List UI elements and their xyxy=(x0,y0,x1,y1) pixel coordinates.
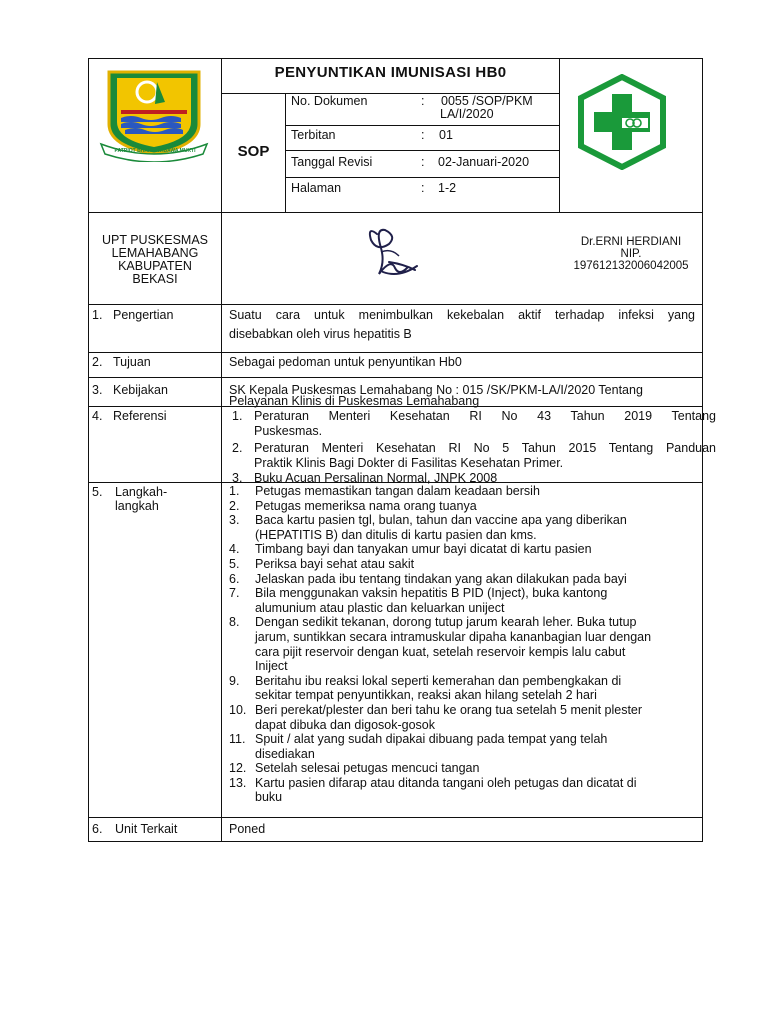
kebijakan-text-2: Pelayanan Klinis di Puskesmas Lemahabang xyxy=(229,394,480,408)
table-border-bottom xyxy=(88,841,703,842)
field-sep-no-dokumen: : xyxy=(421,94,425,108)
kebijakan-label: Kebijakan xyxy=(113,383,168,397)
langkah-item: Petugas memeriksa nama orang tuanya xyxy=(255,498,477,513)
puskesmas-logo xyxy=(570,74,674,170)
handwritten-signature-icon xyxy=(355,218,425,286)
langkah-item: Timbang bayi dan tanyakan umur bayi dicatat di kartu pasien xyxy=(255,542,592,557)
tujuan-num: 2. xyxy=(92,355,103,369)
org-line-4: BEKASI xyxy=(132,272,178,286)
field-value-no-dokumen-1: 0055 /SOP/PKM xyxy=(441,94,533,108)
unit-terkait-num: 6. xyxy=(92,822,103,836)
unit-terkait-label: Unit Terkait xyxy=(115,822,178,836)
langkah-item: Bila menggunakan vaksin hepatitis B PID (Inject), buka kantong alumunium atau plastic dan keluarkan uniject xyxy=(255,586,608,615)
field-row-line-2 xyxy=(285,150,559,151)
sigrow-bottom xyxy=(88,304,703,305)
referensi-label: Referensi xyxy=(113,409,167,423)
langkah-item: Spuit / alat yang sudah dipakai dibuang pada tempat yang telah disediakan xyxy=(255,732,608,761)
field-label-terbitan: Terbitan xyxy=(291,128,336,142)
kabupaten-logo xyxy=(95,66,215,162)
org-line-1: UPT PUSKESMAS xyxy=(101,233,209,247)
sop-sep xyxy=(285,93,286,212)
field-label-halaman: Halaman xyxy=(291,181,342,195)
tujuan-text: Sebagai pedoman untuk penyuntikan Hb0 xyxy=(229,355,462,369)
langkah-item: Kartu pasien difarap atau ditanda tangani oleh petugas dan dicatat di buku xyxy=(255,775,637,805)
signer-name: Dr.ERNI HERDIANI xyxy=(580,236,682,248)
organization-name xyxy=(89,234,221,286)
langkah-item: Periksa bayi sehat atau sakit xyxy=(255,556,415,571)
org-line-3: KABUPATEN xyxy=(118,259,192,273)
field-sep-tanggal-revisi: : xyxy=(421,155,425,169)
signature xyxy=(355,218,425,286)
unit-terkait-text: Poned xyxy=(229,822,266,836)
field-value-terbitan: 01 xyxy=(439,128,453,142)
langkah-item: Dengan sedikit tekanan, dorong tutup jarum kearah leher. Buka tutup jarum, suntikkan secara intramuskular dipaha kananbagian luar dengan cara pijit reservoir dengan kuat, setelah reservoir kempis lalu cabut Iniject xyxy=(255,615,652,674)
kebijakan-text-1: SK Kepala Puskesmas Lemahabang No : 015 /SK/PKM-LA/I/2020 Tentang xyxy=(229,383,643,397)
pengertian-num: 1. xyxy=(92,308,103,322)
field-value-halaman: 1-2 xyxy=(438,181,457,195)
langkah-label-2: langkah xyxy=(115,499,159,513)
signer-nip-label: NIP. xyxy=(620,248,642,260)
referensi-num: 4. xyxy=(92,409,103,423)
langkah-item: Baca kartu pasien tgl, bulan, tahun dan vaccine apa yang diberikan (HEPATITIS B) dan ditulis di kartu pasien dan kms. xyxy=(255,513,627,542)
row-line-1 xyxy=(88,352,703,353)
row-line-2 xyxy=(88,377,703,378)
document-title: PENYUNTIKAN IMUNISASI HB0 xyxy=(274,64,507,81)
langkah-item: Beri perekat/plester dan beri tahu ke orang tua setelah 5 menit plester dapat dibuka dan digosok-gosok xyxy=(255,702,643,732)
tujuan-label: Tujuan xyxy=(113,355,151,369)
langkah-num: 5. xyxy=(92,485,103,499)
field-sep-halaman: : xyxy=(421,181,425,195)
field-sep-terbitan: : xyxy=(421,128,425,142)
sop-label: SOP xyxy=(237,143,270,160)
kebijakan-num: 3. xyxy=(92,383,103,397)
referensi-item: Buku Acuan Persalinan Normal, JNPK 2008 xyxy=(254,471,498,486)
referensi-item: Peraturan Menteri Kesehatan RI No 43 Tahun 2019 Tentang Puskesmas. xyxy=(254,409,716,438)
field-label-no-dokumen: No. Dokumen xyxy=(291,94,368,108)
pengertian-text-2: disebabkan oleh virus hepatitis B xyxy=(229,327,412,341)
langkah-item: Beritahu ibu reaksi lokal seperti kemerahan dan pembengkakan di sekitar tempat penyuntikkan, reaksi akan hilang setelah 2 hari xyxy=(255,673,622,703)
pengertian-text-1: Suatu cara untuk menimbulkan kekebalan aktif terhadap infeksi yang xyxy=(229,308,695,322)
puskesmas-cross-icon xyxy=(570,74,674,170)
langkah-list xyxy=(229,484,725,805)
field-value-no-dokumen-2: LA/I/2020 xyxy=(440,107,494,121)
field-value-tanggal-revisi: 02-Januari-2020 xyxy=(438,155,530,169)
referensi-item: Peraturan Menteri Kesehatan RI No 5 Tahun 2015 Tentang Panduan Praktik Klinis Bagi Dokter di Fasilitas Kesehatan Primer. xyxy=(254,441,716,470)
field-row-line-3 xyxy=(285,177,559,178)
row-line-5 xyxy=(88,817,703,818)
logo-motto: PATRIOT BHAKTI WIBAWA MUKTI xyxy=(114,148,196,154)
signer-nip: 197612132006042005 xyxy=(573,260,689,272)
referensi-list xyxy=(232,409,716,486)
table-border-top xyxy=(88,58,703,59)
langkah-item: Setelah selesai petugas mencuci tangan xyxy=(255,761,480,776)
header-bottom xyxy=(88,212,703,213)
header-sep-right xyxy=(559,58,560,212)
langkah-item: Jelaskan pada ibu tentang tindakan yang akan dilakukan pada bayi xyxy=(255,571,627,586)
table-border-left xyxy=(88,58,89,842)
pengertian-label: Pengertian xyxy=(113,308,174,322)
langkah-label-1: Langkah- xyxy=(115,485,168,499)
header-sep-left xyxy=(221,58,222,841)
org-line-2: LEMAHABANG xyxy=(111,246,199,260)
signer-block xyxy=(560,236,702,272)
field-label-tanggal-revisi: Tanggal Revisi xyxy=(291,155,373,169)
langkah-item: Petugas memastikan tangan dalam keadaan bersih xyxy=(255,484,540,498)
field-row-line-1 xyxy=(285,125,559,126)
